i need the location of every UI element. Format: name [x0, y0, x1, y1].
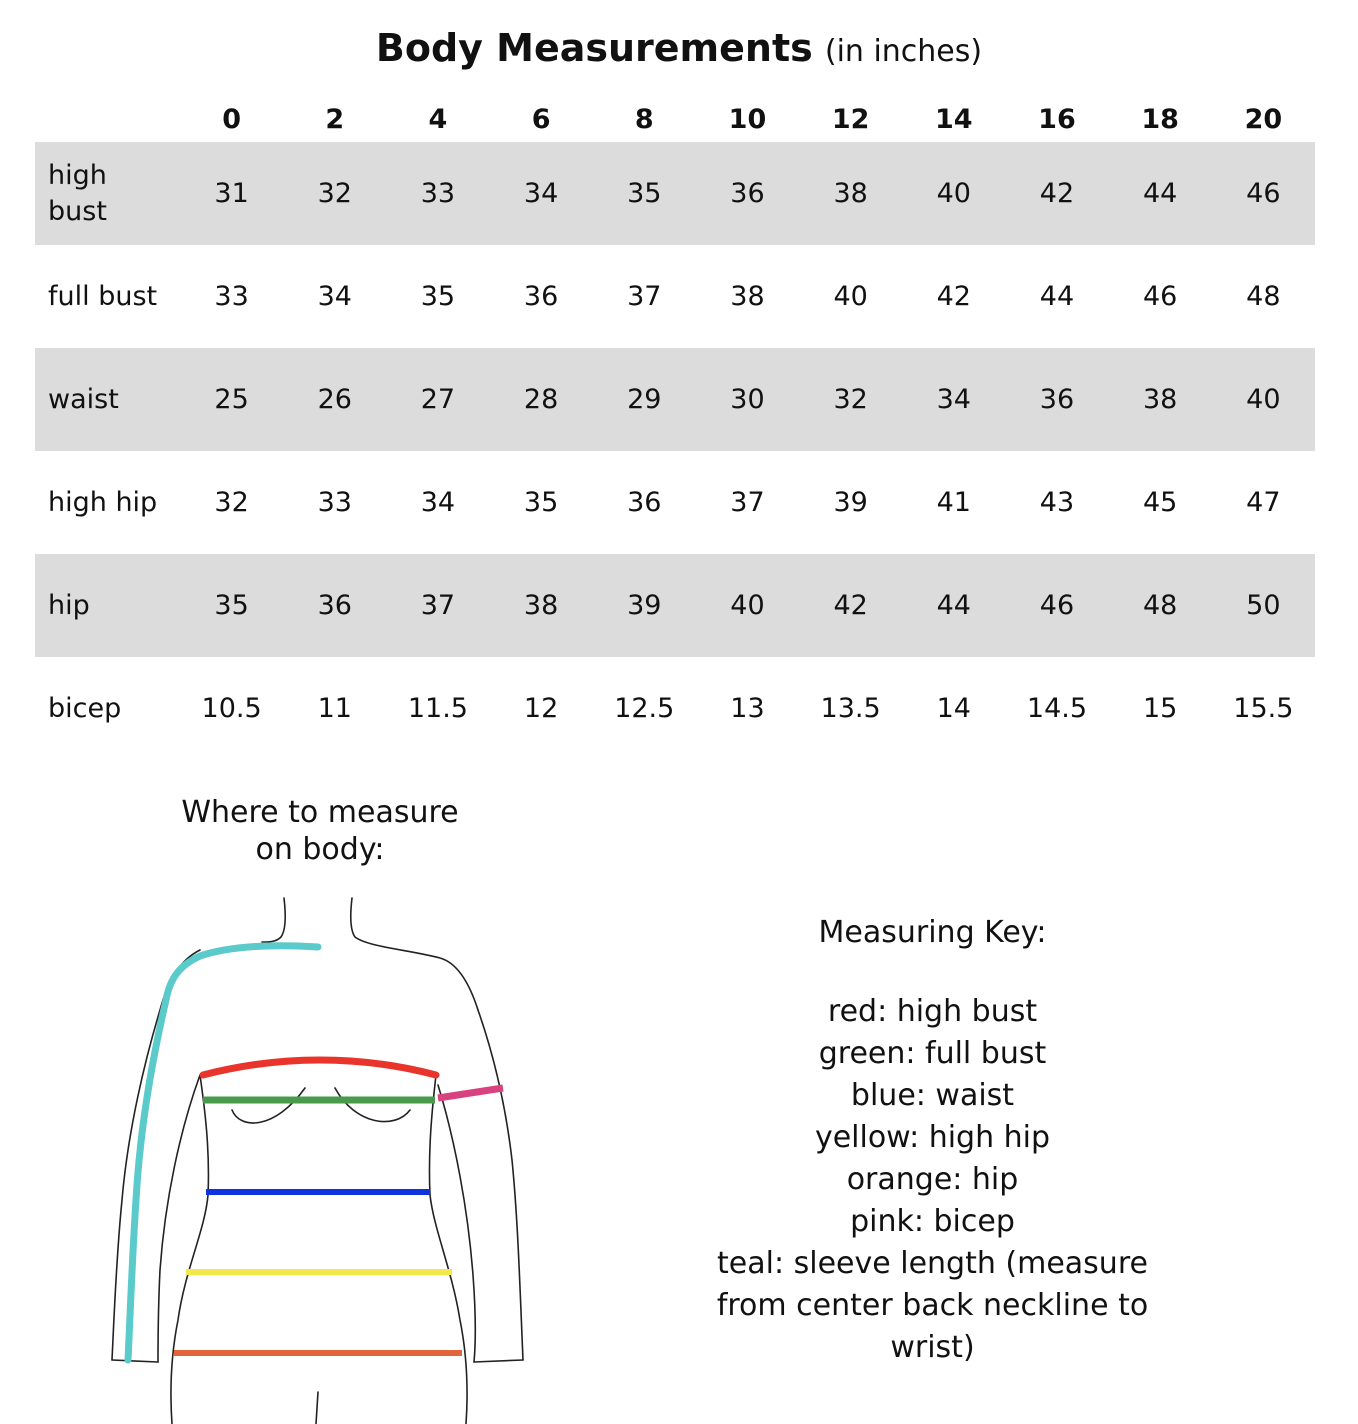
measurement-label [35, 657, 180, 760]
measurement-label [35, 142, 180, 245]
measurement-value: 39 [833, 487, 868, 518]
measurement-value: 36 [627, 487, 662, 518]
measurement-value: 12.5 [614, 693, 675, 724]
measurement-value: 13.5 [820, 693, 881, 724]
size-header: 0 [222, 103, 241, 135]
measurement-value: 45 [1142, 487, 1178, 518]
torso-left-side [171, 1075, 209, 1424]
size-header: 2 [325, 103, 345, 135]
key-item: pink: bicep [850, 1204, 1015, 1239]
measurement-value: 33 [214, 281, 249, 312]
measurement-value: 36 [696, 142, 799, 245]
size-header: 20 [1244, 103, 1283, 135]
caption-line: on body: [255, 832, 385, 867]
measurement-value: 35 [523, 487, 559, 518]
size-header-row [35, 96, 1315, 142]
measurement-value: 34 [420, 487, 456, 518]
measurement-value: 40 [902, 142, 1005, 245]
measurement-value: 41 [936, 487, 971, 518]
measurement-value: 47 [1246, 487, 1281, 518]
measurement-value: 33 [386, 142, 489, 245]
measurement-label [35, 348, 180, 451]
measurement-value: 26 [283, 348, 386, 451]
measurement-label-line: bust [48, 195, 107, 227]
measurement-value: 35 [180, 554, 283, 657]
measurement-label-line: bicep [48, 692, 122, 724]
size-header: 10 [728, 103, 767, 135]
measurement-value: 44 [1109, 142, 1212, 245]
measurement-value: 39 [593, 554, 696, 657]
size-chart-table [35, 96, 1315, 760]
leg-split-line [316, 1392, 318, 1424]
measurement-value: 28 [490, 348, 593, 451]
measuring-key [660, 912, 1205, 1369]
size-header: 6 [531, 103, 551, 135]
key-item: teal: sleeve length (measure [717, 1246, 1148, 1281]
table-row [35, 142, 1315, 245]
body-outline-figure [0, 880, 640, 1424]
measurement-value: 33 [317, 487, 352, 518]
measurement-value: 30 [696, 348, 799, 451]
measurement-value: 12 [523, 693, 559, 724]
measurement-value: 38 [730, 281, 765, 312]
key-item: orange: hip [846, 1162, 1019, 1197]
measurement-value: 29 [593, 348, 696, 451]
measurement-value: 34 [490, 142, 593, 245]
measurement-value: 15 [1142, 693, 1178, 724]
table-row [35, 554, 1315, 657]
measurement-label [35, 245, 180, 348]
measurement-value: 11.5 [407, 693, 468, 724]
measurement-value: 32 [214, 487, 249, 518]
measurement-value: 27 [386, 348, 489, 451]
measurement-value: 48 [1246, 281, 1281, 312]
size-header: 14 [935, 103, 973, 135]
measurement-value: 32 [283, 142, 386, 245]
measurement-value: 36 [1005, 348, 1108, 451]
measurement-value: 14.5 [1026, 693, 1088, 724]
caption-line: Where to measure [181, 795, 459, 830]
left-arm-outer [112, 950, 200, 1360]
size-header: 16 [1038, 103, 1076, 135]
title-units: (in inches) [824, 34, 983, 69]
measurement-value: 34 [902, 348, 1005, 451]
measurement-value: 38 [799, 142, 902, 245]
corner-cell [35, 96, 180, 142]
measurement-value: 31 [180, 142, 283, 245]
measurement-value: 11 [317, 693, 352, 724]
neck-left-line [262, 898, 285, 942]
where-to-measure-caption [140, 794, 500, 868]
table-row [35, 657, 1315, 760]
measurement-value: 48 [1109, 554, 1212, 657]
key-item: wrist) [890, 1330, 975, 1365]
measurement-value: 15.5 [1233, 693, 1294, 724]
measurement-value: 36 [523, 281, 559, 312]
key-item: blue: waist [850, 1078, 1015, 1113]
bicep-measure-line [438, 1088, 503, 1098]
measurement-label-line: hip [48, 589, 90, 621]
size-header: 12 [831, 103, 870, 135]
measurement-value: 37 [627, 281, 662, 312]
table-row [35, 245, 1315, 348]
measurement-value: 25 [180, 348, 283, 451]
key-item: green: full bust [818, 1036, 1047, 1071]
measurement-value: 42 [936, 281, 971, 312]
left-arm-inner [158, 1075, 200, 1362]
title-main: Body Measurements [375, 26, 813, 70]
measurement-value: 46 [1142, 281, 1178, 312]
left-wrist-line [112, 1360, 158, 1362]
measurement-label-line: high hip [48, 486, 158, 518]
measurement-label-line: high [48, 159, 107, 191]
measurement-value: 40 [833, 281, 868, 312]
right-arm-outer [478, 1010, 523, 1360]
table-row [35, 451, 1315, 554]
bust-curve-right [335, 1088, 410, 1122]
measurement-value: 43 [1039, 487, 1075, 518]
measurement-value: 14 [936, 693, 971, 724]
high-bust-measure-line [203, 1060, 436, 1075]
measurement-value: 36 [283, 554, 386, 657]
bust-curve-left [232, 1088, 305, 1123]
measurement-value: 44 [902, 554, 1005, 657]
measurement-value: 35 [593, 142, 696, 245]
measurement-label-line: waist [48, 383, 119, 415]
measurement-value: 50 [1212, 554, 1315, 657]
sleeve-length-measure-line [128, 946, 318, 1360]
measurement-value: 38 [490, 554, 593, 657]
measurement-value: 46 [1212, 142, 1315, 245]
neck-right-shoulder-line [351, 898, 478, 1010]
measurement-value: 40 [696, 554, 799, 657]
measurement-label [35, 451, 180, 554]
measurement-value: 44 [1039, 281, 1075, 312]
size-header: 18 [1141, 103, 1179, 135]
measuring-key-heading: Measuring Key: [818, 915, 1047, 950]
page-title [0, 22, 1358, 78]
measurement-value: 32 [799, 348, 902, 451]
key-item: from center back neckline to [716, 1288, 1149, 1323]
measurement-value: 37 [730, 487, 765, 518]
measurement-value: 35 [420, 281, 456, 312]
measurement-value: 46 [1005, 554, 1108, 657]
measurement-value: 40 [1212, 348, 1315, 451]
measurement-value: 42 [1005, 142, 1108, 245]
table-row [35, 348, 1315, 451]
measurement-value: 42 [799, 554, 902, 657]
right-wrist-line [474, 1360, 523, 1362]
measurement-value: 37 [386, 554, 489, 657]
torso-right-side [429, 1075, 467, 1424]
right-arm-inner [438, 1085, 475, 1362]
key-item: red: high bust [827, 994, 1038, 1029]
measurement-label-line: full bust [48, 280, 158, 312]
measurement-label [35, 554, 180, 657]
measurement-value: 13 [730, 693, 765, 724]
size-header: 4 [428, 103, 448, 135]
key-item: yellow: high hip [814, 1120, 1051, 1155]
measurement-value: 34 [317, 281, 352, 312]
measurement-value: 10.5 [201, 693, 262, 724]
size-header: 8 [634, 103, 654, 135]
measurement-value: 38 [1109, 348, 1212, 451]
